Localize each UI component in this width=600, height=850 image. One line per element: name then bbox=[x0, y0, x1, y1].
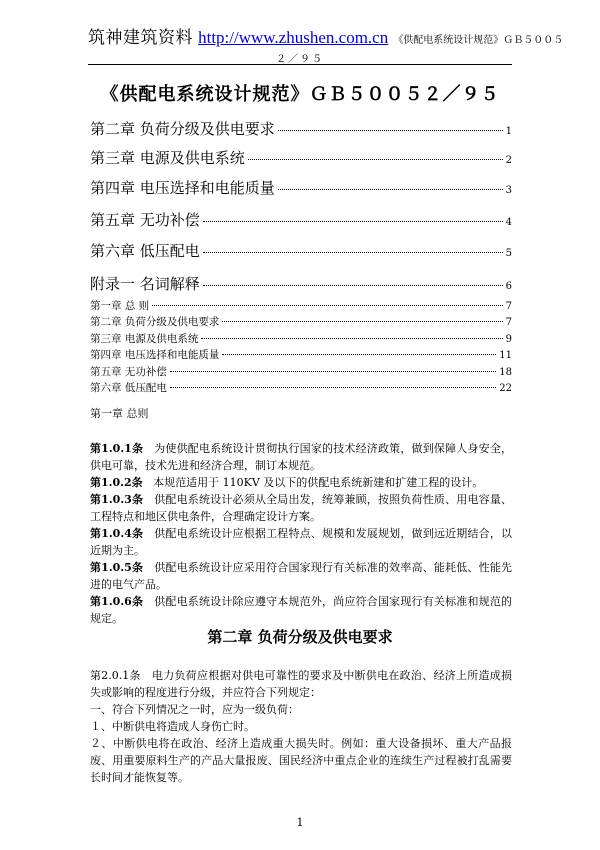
toc-main-item[interactable] bbox=[90, 118, 512, 138]
toc-page: 2 bbox=[505, 155, 512, 166]
toc-sub-item[interactable] bbox=[90, 380, 512, 394]
header-doc-ref: 《供配电系统设计规范》ＧＢ５００５ bbox=[393, 35, 564, 46]
toc-main-item[interactable] bbox=[90, 240, 512, 260]
clause-text: 为使供配电系统设计贯彻执行国家的技术经济政策，做到保障人身安全，供电可靠，技术先进和经济合理，制订本规范。 bbox=[90, 442, 513, 472]
toc-label: 第一章 总 则 bbox=[90, 300, 150, 312]
toc-page: 9 bbox=[505, 334, 512, 345]
clause-text: 供配电系统设计必须从全局出发，统筹兼顾，按照负荷性质、用电容量、工程特点和地区供电条件，合理确定设计方案。 bbox=[90, 493, 513, 523]
toc-leader bbox=[248, 159, 503, 160]
toc-label: 第二章 负荷分级及供电要求 bbox=[90, 120, 275, 138]
page-header bbox=[88, 28, 564, 51]
toc-leader bbox=[203, 221, 503, 222]
toc-label: 第四章 电压选择和电能质量 bbox=[90, 179, 275, 197]
chapter1-heading: 第一章 总则 bbox=[90, 407, 149, 420]
toc-label: 第三章 电源及供电系统 bbox=[90, 333, 199, 345]
clause bbox=[90, 440, 512, 474]
toc-page: 6 bbox=[505, 281, 512, 292]
toc-main-item[interactable] bbox=[90, 209, 512, 229]
toc-leader bbox=[203, 252, 503, 253]
toc-page: 4 bbox=[505, 217, 512, 228]
header-rule bbox=[88, 64, 512, 65]
list-item: 一、符合下列情况之一时，应为一级负荷： bbox=[90, 703, 299, 716]
toc-label: 第六章 低压配电 bbox=[90, 242, 200, 260]
clause-number: 第2.0.1条 bbox=[90, 669, 141, 682]
clause-text: 电力负荷应根据对供电可靠性的要求及中断供电在政治、经济上所造成损失或影响的程度进行分级，并应符合下列规定： bbox=[90, 669, 512, 699]
toc-leader bbox=[170, 371, 496, 372]
toc-leader bbox=[152, 305, 502, 306]
list-subitem: １、中断供电将造成人身伤亡时。 bbox=[90, 720, 255, 733]
clause bbox=[90, 525, 512, 559]
clause-text: 供配电系统设计应根据工程特点、规模和发展规划，做到远近期结合，以近期为主。 bbox=[90, 527, 513, 557]
toc-label: 第二章 负荷分级及供电要求 bbox=[90, 316, 220, 328]
page-number: 1 bbox=[296, 816, 304, 829]
toc-label: 第五章 无功补偿 bbox=[90, 211, 200, 229]
toc-page: 5 bbox=[505, 248, 512, 259]
toc-label: 第六章 低压配电 bbox=[90, 382, 167, 394]
toc-label: 附录一 名词解释 bbox=[90, 275, 200, 293]
toc-leader bbox=[170, 387, 496, 388]
toc-leader bbox=[278, 189, 503, 190]
clause-number: 第1.0.4条 bbox=[90, 527, 144, 540]
toc-main-item[interactable] bbox=[90, 147, 512, 167]
list-subitem: ２、中断供电将在政治、经济上造成重大损失时。例如：重大设备损坏、重大产品报废、用重要原料生产的产品大量报废、国民经济中重点企业的连续生产过程被打乱需要长时间才能恢复等。 bbox=[90, 737, 512, 784]
clause-number: 第1.0.2条 bbox=[90, 476, 143, 489]
toc-main-item[interactable] bbox=[90, 273, 512, 293]
site-name: 筑神建筑资料 bbox=[88, 28, 193, 48]
toc-sub-item[interactable] bbox=[90, 347, 512, 361]
clause-text: 供配电系统设计除应遵守本规范外，尚应符合国家现行有关标准和规范的规定。 bbox=[90, 595, 513, 625]
chapter2-heading: 第二章 负荷分级及供电要求 bbox=[207, 628, 393, 646]
clause-number: 第1.0.3条 bbox=[90, 493, 144, 506]
clause-number: 第1.0.6条 bbox=[90, 595, 144, 608]
document-title: 《供配电系统设计规范》ＧＢ５００５２／９５ bbox=[100, 84, 500, 105]
clause bbox=[90, 593, 512, 627]
toc-sub-item[interactable] bbox=[90, 364, 512, 378]
toc-page: 11 bbox=[499, 350, 512, 361]
toc-page: 7 bbox=[505, 317, 512, 328]
clause bbox=[90, 474, 512, 491]
toc-label: 第四章 电压选择和电能质量 bbox=[90, 349, 220, 361]
toc-sub-item[interactable] bbox=[90, 331, 512, 345]
toc-label: 第三章 电源及供电系统 bbox=[90, 149, 245, 167]
toc-page: 3 bbox=[505, 185, 512, 196]
clause-number: 第1.0.1条 bbox=[90, 442, 144, 455]
toc-page: 22 bbox=[499, 383, 512, 394]
toc-page: 7 bbox=[505, 301, 512, 312]
toc-main-item[interactable] bbox=[90, 177, 512, 197]
toc-leader bbox=[222, 354, 496, 355]
clause bbox=[90, 667, 512, 701]
clause bbox=[90, 559, 512, 593]
toc-sub-item[interactable] bbox=[90, 298, 512, 312]
toc-leader bbox=[222, 321, 502, 322]
toc-leader bbox=[278, 130, 503, 131]
toc-leader bbox=[201, 338, 502, 339]
toc-sub-item[interactable] bbox=[90, 314, 512, 328]
toc-page: 18 bbox=[499, 367, 512, 378]
toc-label: 第五章 无功补偿 bbox=[90, 366, 167, 378]
clause-number: 第1.0.5条 bbox=[90, 561, 144, 574]
toc-page: 1 bbox=[505, 126, 512, 137]
site-url-link[interactable]: http://www.zhushen.com.cn bbox=[198, 28, 389, 47]
toc-leader bbox=[203, 285, 503, 286]
header-doc-ref-cont: ２／９５ bbox=[276, 54, 324, 65]
clause-text: 供配电系统设计应采用符合国家现行有关标准的效率高、能耗低、性能先进的电气产品。 bbox=[90, 561, 513, 591]
clause bbox=[90, 491, 512, 525]
clause-text: 本规范适用于 110KV 及以下的供配电系统新建和扩建工程的设计。 bbox=[153, 476, 484, 489]
